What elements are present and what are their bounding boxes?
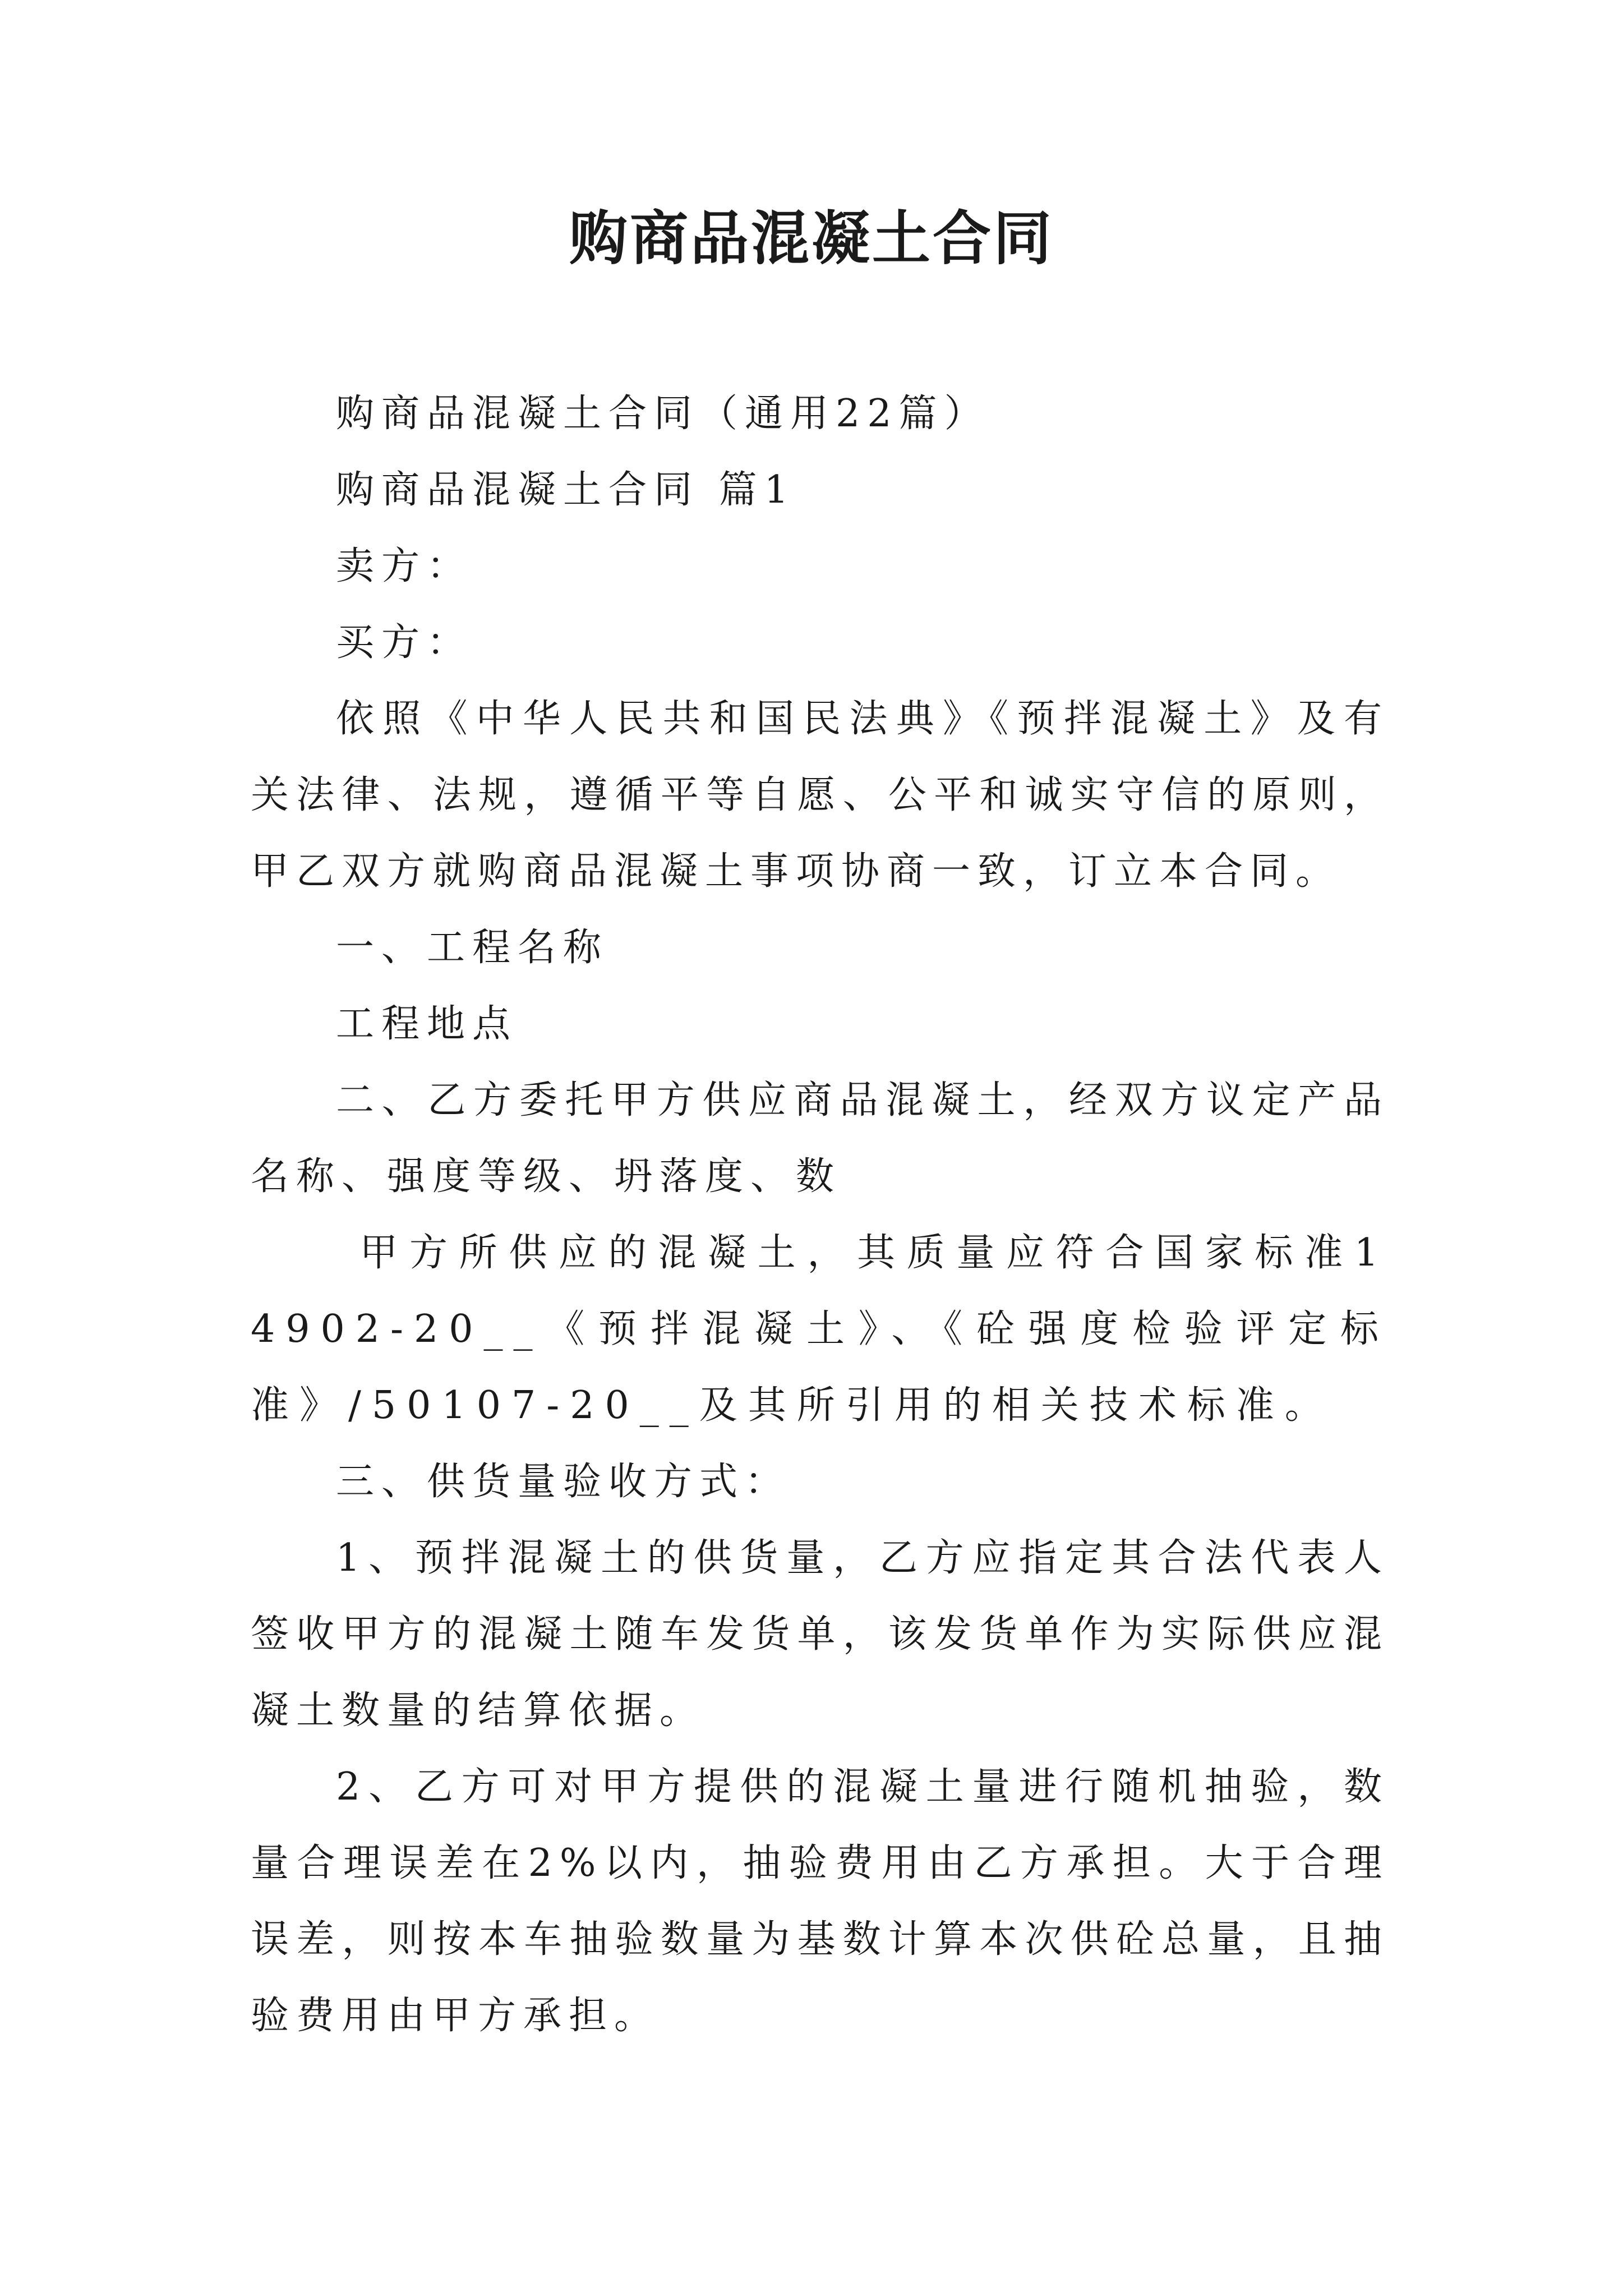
paragraph-buyer: 买方： — [336, 620, 473, 665]
document-body — [251, 376, 1389, 2054]
document-title: 购商品混凝土合同 — [569, 204, 1054, 273]
paragraph-item-one: 1、预拌混凝土的供货量，乙方应指定其合法代表人签收甲方的混凝土随车发货单，该发货单作为实际供应混凝土数量的结算依据。 — [251, 1536, 1389, 1733]
paragraph-project-name: 一、工程名称 — [336, 926, 609, 970]
paragraph-subtitle: 购商品混凝土合同（通用22篇） — [336, 392, 990, 436]
paragraph-clause-two: 二、乙方委托甲方供应商品混凝土，经双方议定产品名称、强度等级、坍落度、数 — [251, 1078, 1389, 1199]
paragraph-project-location: 工程地点 — [336, 1002, 518, 1046]
paragraph-seller: 卖方： — [336, 544, 473, 588]
paragraph-section-heading: 购商品混凝土合同 篇1 — [336, 468, 796, 512]
paragraph-preamble: 依照《中华人民共和国民法典》《预拌混凝土》及有关法律、法规，遵循平等自愿、公平和诚实守信的原则，甲乙双方就购商品混凝土事项协商一致，订立本合同。 — [251, 697, 1389, 894]
paragraph-clause-three: 三、供货量验收方式： — [336, 1460, 791, 1504]
paragraph-quality-standard: 甲方所供应的混凝土，其质量应符合国家标准14902-20__《预拌混凝土》、《砼强度检验评定标准》/50107-20__及其所引用的相关技术标准。 — [251, 1231, 1389, 1428]
paragraph-item-two: 2、乙方可对甲方提供的混凝土量进行随机抽验，数量合理误差在2%以内，抽验费用由乙方承担。大于合理误差，则按本车抽验数量为基数计算本次供砼总量，且抽验费用由甲方承担。 — [251, 1765, 1389, 2038]
